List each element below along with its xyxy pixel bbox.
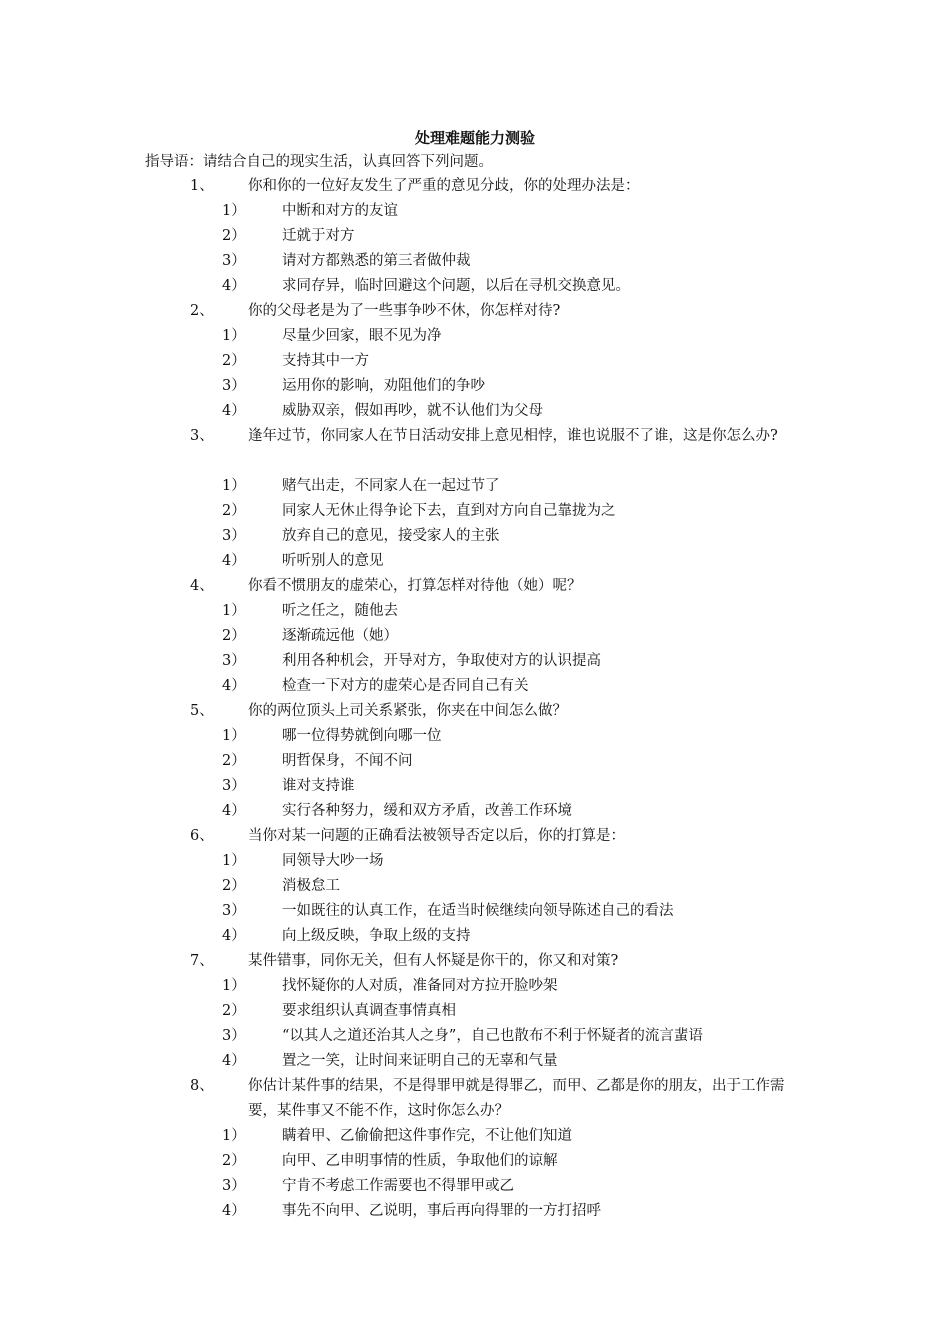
option-number: 1）	[222, 203, 246, 219]
option-text: 找怀疑你的人对质，准备同对方拉开脸吵架	[282, 978, 558, 994]
option-text: 检查一下对方的虚荣心是否同自己有关	[282, 678, 529, 694]
question-item	[0, 574, 950, 599]
answer-option	[0, 399, 950, 424]
question-number: 2、	[190, 303, 214, 319]
option-number: 4）	[222, 278, 246, 294]
question-text: 你的父母老是为了一些事争吵不休，你怎样对待?	[248, 303, 561, 319]
answer-option	[0, 474, 950, 499]
option-text: 向甲、乙申明事情的性质，争取他们的谅解	[282, 1153, 558, 1169]
question-number: 5、	[190, 703, 214, 719]
option-number: 3）	[222, 778, 246, 794]
answer-option	[0, 774, 950, 799]
answer-option	[0, 999, 950, 1024]
option-number: 3）	[222, 653, 246, 669]
option-number: 1）	[222, 853, 246, 869]
question-item	[0, 699, 950, 724]
answer-option	[0, 199, 950, 224]
option-text: 请对方都熟悉的第三者做仲裁	[282, 253, 471, 269]
answer-option	[0, 599, 950, 624]
option-number: 4）	[222, 928, 246, 944]
question-text: 你的两位顶头上司关系紧张，你夹在中间怎么做？	[248, 703, 567, 719]
option-text: 事先不向甲、乙说明，事后再向得罪的一方打招呼	[282, 1203, 601, 1219]
answer-option	[0, 274, 950, 299]
answer-option	[0, 224, 950, 249]
answer-option	[0, 899, 950, 924]
option-text: 宁肯不考虑工作需要也不得罪甲或乙	[282, 1178, 514, 1194]
option-text: 一如既往的认真工作，在适当时候继续向领导陈述自己的看法	[282, 903, 674, 919]
option-text: 运用你的影响，劝阻他们的争吵	[282, 378, 485, 394]
option-number: 2）	[222, 1003, 246, 1019]
answer-option	[0, 1124, 950, 1149]
option-text: 置之一笑，让时间来证明自己的无辜和气量	[282, 1053, 558, 1069]
answer-option	[0, 724, 950, 749]
option-number: 4）	[222, 553, 246, 569]
question-item	[0, 1074, 950, 1124]
question-item	[0, 424, 950, 474]
option-number: 2）	[222, 878, 246, 894]
question-text: 当你对某一问题的正确看法被领导否定以后，你的打算是：	[248, 828, 625, 844]
option-number: 2）	[222, 503, 246, 519]
option-text: 同领导大吵一场	[282, 853, 384, 869]
option-number: 4）	[222, 1203, 246, 1219]
option-number: 2）	[222, 628, 246, 644]
answer-option	[0, 649, 950, 674]
answer-option	[0, 249, 950, 274]
option-number: 3）	[222, 378, 246, 394]
option-number: 1）	[222, 728, 246, 744]
answer-option	[0, 1024, 950, 1049]
option-number: 3）	[222, 528, 246, 544]
question-text: 你看不惯朋友的虚荣心，打算怎样对待他（她）呢？	[248, 578, 582, 594]
option-number: 3）	[222, 903, 246, 919]
option-number: 1）	[222, 603, 246, 619]
answer-option	[0, 524, 950, 549]
option-text: 支持其中一方	[282, 353, 369, 369]
option-text: 尽量少回家，眼不见为净	[282, 328, 442, 344]
answer-option	[0, 874, 950, 899]
answer-option	[0, 849, 950, 874]
option-text: 中断和对方的友谊	[282, 203, 398, 219]
answer-option	[0, 749, 950, 774]
option-text: 赌气出走，不同家人在一起过节了	[282, 478, 500, 494]
option-number: 2）	[222, 1153, 246, 1169]
option-number: 2）	[222, 228, 246, 244]
question-list	[0, 174, 950, 1224]
option-number: 4）	[222, 403, 246, 419]
answer-option	[0, 499, 950, 524]
question-item	[0, 824, 950, 849]
question-item	[0, 949, 950, 974]
question-number: 8、	[190, 1078, 214, 1094]
option-number: 1）	[222, 328, 246, 344]
answer-option	[0, 324, 950, 349]
option-number: 1）	[222, 478, 246, 494]
option-number: 3）	[222, 253, 246, 269]
option-text: “以其人之道还治其人之身”，自己也散布不利于怀疑者的流言蜚语	[282, 1028, 703, 1044]
answer-option	[0, 799, 950, 824]
question-text: 逢年过节，你同家人在节日活动安排上意见相悖，谁也说服不了谁，这是你怎么办?	[248, 428, 778, 444]
answer-option	[0, 549, 950, 574]
option-number: 3）	[222, 1178, 246, 1194]
option-text: 放弃自己的意见，接受家人的主张	[282, 528, 500, 544]
option-text: 逐渐疏远他（她）	[282, 628, 398, 644]
answer-option	[0, 674, 950, 699]
option-text: 听听别人的意见	[282, 553, 384, 569]
option-number: 4）	[222, 1053, 246, 1069]
option-number: 1）	[222, 1128, 246, 1144]
option-number: 1）	[222, 978, 246, 994]
answer-option	[0, 374, 950, 399]
option-text: 迁就于对方	[282, 228, 355, 244]
answer-option	[0, 1149, 950, 1174]
question-number: 3、	[190, 428, 214, 444]
option-number: 2）	[222, 353, 246, 369]
option-number: 2）	[222, 753, 246, 769]
option-text: 利用各种机会，开导对方，争取使对方的认识提高	[282, 653, 601, 669]
option-text: 向上级反映，争取上级的支持	[282, 928, 471, 944]
answer-option	[0, 1174, 950, 1199]
question-item	[0, 174, 950, 199]
option-text: 同家人无休止得争论下去，直到对方向自己靠拢为之	[282, 503, 616, 519]
instructions-text: 指导语：请结合自己的现实生活，认真回答下列问题。	[145, 154, 493, 170]
question-number: 7、	[190, 953, 214, 969]
answer-option	[0, 924, 950, 949]
answer-option	[0, 1199, 950, 1224]
answer-option	[0, 974, 950, 999]
option-number: 4）	[222, 678, 246, 694]
option-text: 威胁双亲，假如再吵，就不认他们为父母	[282, 403, 543, 419]
option-text: 明哲保身，不闻不问	[282, 753, 413, 769]
option-number: 4）	[222, 803, 246, 819]
question-text: 某件错事，同你无关，但有人怀疑是你干的，你又和对策?	[248, 953, 619, 969]
option-text: 实行各种努力，缓和双方矛盾，改善工作环境	[282, 803, 572, 819]
option-text: 听之任之，随他去	[282, 603, 398, 619]
option-text: 瞒着甲、乙偷偷把这件事作完，不让他们知道	[282, 1128, 572, 1144]
question-number: 6、	[190, 828, 214, 844]
answer-option	[0, 349, 950, 374]
question-number: 4、	[190, 578, 214, 594]
option-number: 3）	[222, 1028, 246, 1044]
answer-option	[0, 1049, 950, 1074]
question-text: 你估计某件事的结果，不是得罪甲就是得罪乙，而甲、乙都是你的朋友，出于工作需要，某件事又不能不作，这时你怎么办？	[248, 1078, 785, 1119]
question-text: 你和你的一位好友发生了严重的意见分歧，你的处理办法是：	[248, 178, 640, 194]
document-title: 处理难题能力测验	[414, 129, 535, 147]
option-text: 谁对支持谁	[282, 778, 355, 794]
option-text: 哪一位得势就倒向哪一位	[282, 728, 442, 744]
answer-option	[0, 624, 950, 649]
option-text: 要求组织认真调查事情真相	[282, 1003, 456, 1019]
question-number: 1、	[190, 178, 214, 194]
question-item	[0, 299, 950, 324]
option-text: 消极怠工	[282, 878, 340, 894]
option-text: 求同存异，临时回避这个问题，以后在寻机交换意见。	[282, 278, 630, 294]
